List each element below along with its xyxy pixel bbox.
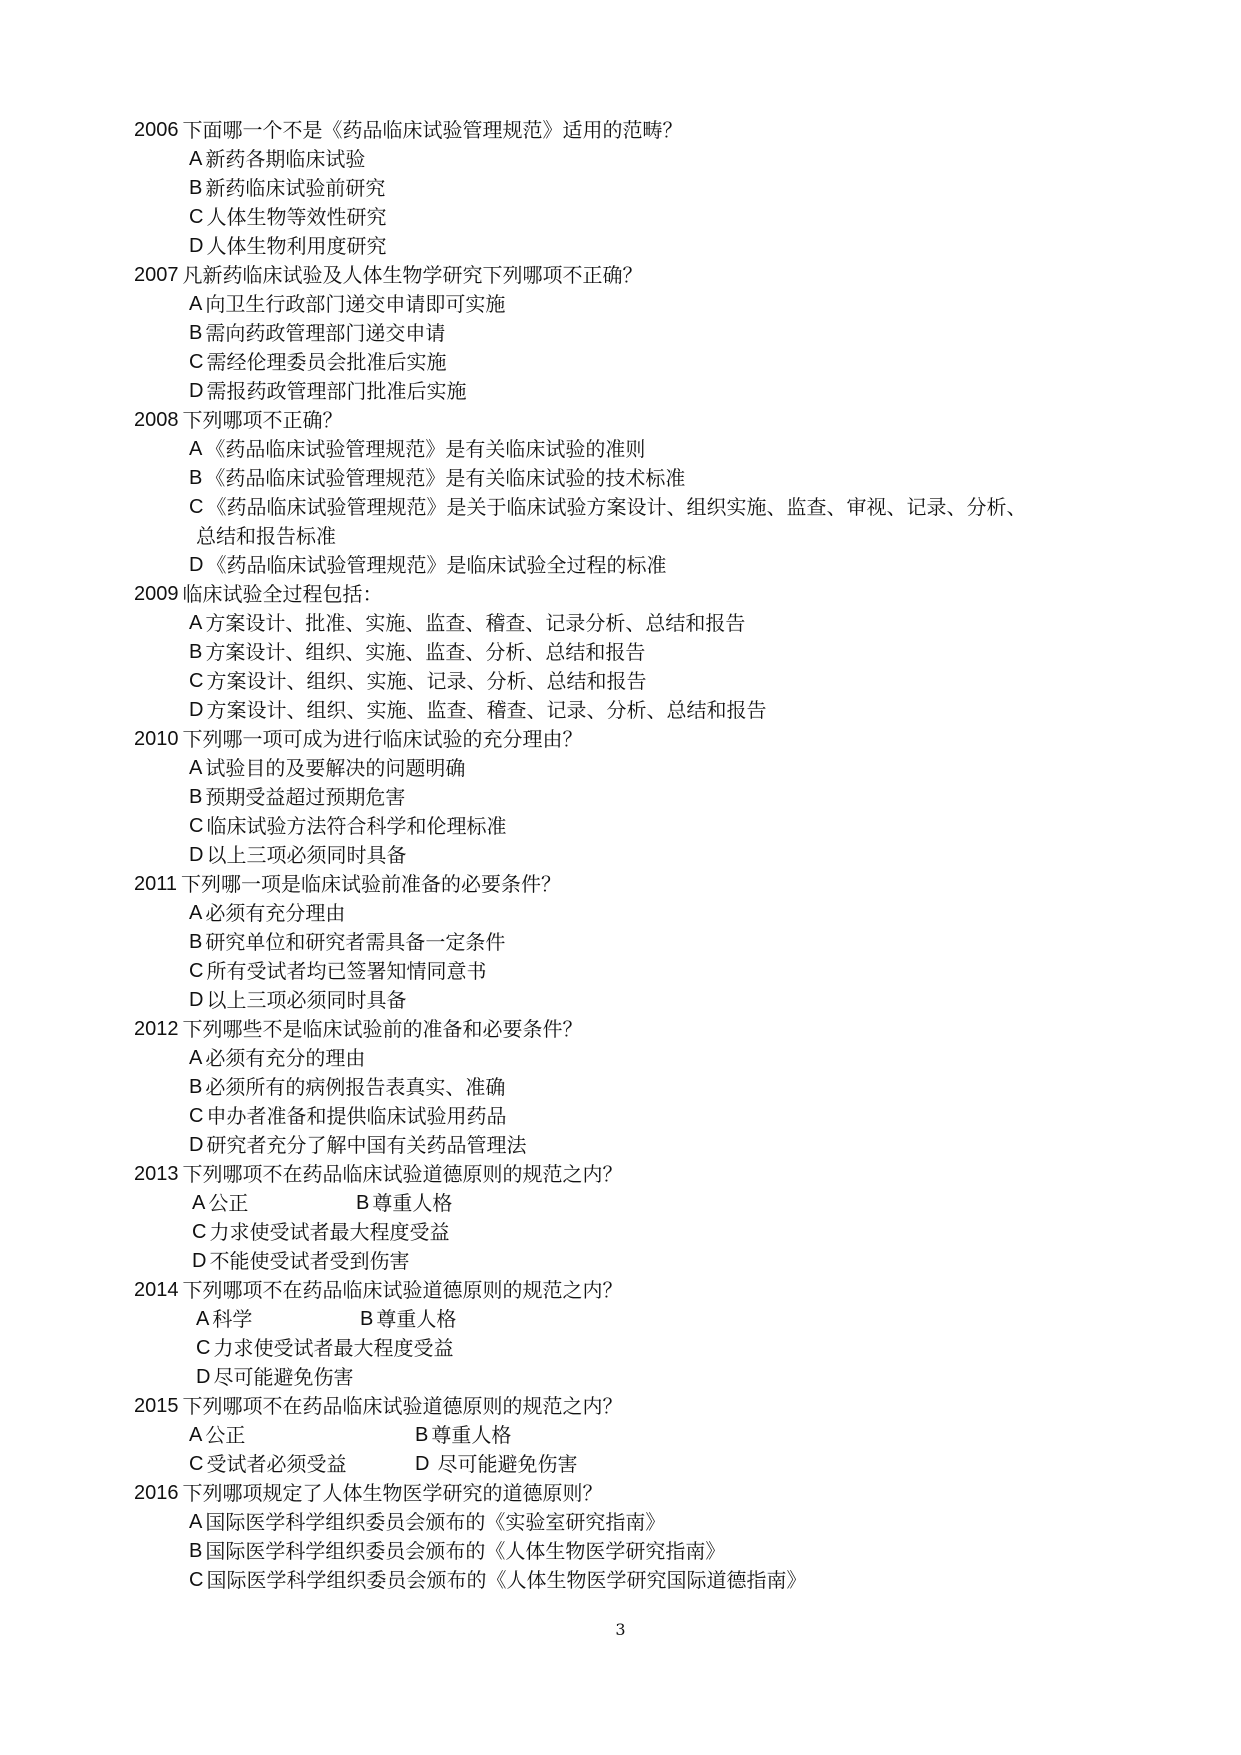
option-text: 尊重人格 xyxy=(431,1423,512,1447)
question-text: 下列哪一项可成为进行临床试验的充分理由？ xyxy=(182,727,583,751)
option-letter: A xyxy=(189,612,203,634)
option-line xyxy=(134,1363,1134,1392)
question-line xyxy=(134,1160,1134,1189)
option-text: 临床试验方法符合科学和伦理标准 xyxy=(206,814,507,838)
option-text: 新药各期临床试验 xyxy=(205,147,366,171)
question-text: 下列哪项不在药品临床试验道德原则的规范之内？ xyxy=(182,1278,623,1302)
question-list xyxy=(134,116,1134,1595)
option-letter: B xyxy=(189,177,203,199)
question-line xyxy=(134,870,1134,899)
option-cell xyxy=(189,1450,415,1479)
option-letter: C xyxy=(189,1453,204,1475)
option-letter: C xyxy=(189,670,204,692)
option-line xyxy=(134,812,1134,841)
option-cell xyxy=(189,1421,415,1450)
question-text: 下列哪些不是临床试验前的准备和必要条件？ xyxy=(182,1017,583,1041)
option-line xyxy=(134,1334,1134,1363)
option-pair-line xyxy=(134,1421,1134,1450)
option-line xyxy=(134,493,1134,522)
question-number: 2015 xyxy=(134,1395,179,1417)
option-letter: C xyxy=(189,960,204,982)
option-line xyxy=(134,435,1134,464)
option-text: 《药品临床试验管理规范》是关于临床试验方案设计、组织实施、监查、审视、记录、分析、 xyxy=(206,495,1027,519)
option-text: 《药品临床试验管理规范》是有关临床试验的技术标准 xyxy=(205,466,686,490)
option-text: 需报药政管理部门批准后实施 xyxy=(206,379,467,403)
option-line xyxy=(134,145,1134,174)
option-pair-line xyxy=(134,1189,1134,1218)
option-line xyxy=(134,1566,1134,1595)
option-text: 研究单位和研究者需具备一定条件 xyxy=(205,930,506,954)
option-text: 科学 xyxy=(212,1307,253,1331)
option-letter: A xyxy=(196,1308,210,1330)
option-text: 人体生物等效性研究 xyxy=(206,205,387,229)
option-line xyxy=(134,696,1134,725)
option-letter: C xyxy=(196,1337,211,1359)
option-line xyxy=(134,841,1134,870)
option-line xyxy=(134,928,1134,957)
question-number: 2011 xyxy=(134,873,178,895)
option-text: 必须有充分的理由 xyxy=(205,1046,366,1070)
option-text: 必须所有的病例报告表真实、准确 xyxy=(205,1075,506,1099)
option-line xyxy=(134,232,1134,261)
option-letter: C xyxy=(189,1105,204,1127)
option-text: 试验目的及要解决的问题明确 xyxy=(205,756,466,780)
option-letter: A xyxy=(189,293,203,315)
option-text: 新药临床试验前研究 xyxy=(205,176,386,200)
option-line xyxy=(134,1073,1134,1102)
option-line xyxy=(134,1131,1134,1160)
option-line xyxy=(134,464,1134,493)
question-number: 2008 xyxy=(134,409,179,431)
question-number: 2016 xyxy=(134,1482,179,1504)
option-letter: B xyxy=(415,1424,429,1446)
option-cell xyxy=(356,1189,452,1218)
option-text: 方案设计、组织、实施、记录、分析、总结和报告 xyxy=(206,669,647,693)
option-letter: B xyxy=(189,931,203,953)
option-line xyxy=(134,899,1134,928)
option-line xyxy=(134,1102,1134,1131)
option-cell xyxy=(196,1305,360,1334)
question-text: 临床试验全过程包括： xyxy=(182,582,383,606)
option-line xyxy=(134,1508,1134,1537)
option-line xyxy=(134,986,1134,1015)
option-text: 国际医学科学组织委员会颁布的《人体生物医学研究国际道德指南》 xyxy=(206,1568,807,1592)
option-letter: A xyxy=(189,148,203,170)
option-letter: C xyxy=(189,1569,204,1591)
option-text: 需经伦理委员会批准后实施 xyxy=(206,350,447,374)
question-line xyxy=(134,406,1134,435)
option-cell xyxy=(192,1189,356,1218)
option-letter: B xyxy=(360,1308,374,1330)
option-text: 方案设计、组织、实施、监查、分析、总结和报告 xyxy=(205,640,646,664)
option-letter: D xyxy=(189,699,204,721)
option-letter: D xyxy=(196,1366,211,1388)
option-line xyxy=(134,348,1134,377)
option-line xyxy=(134,174,1134,203)
option-text: 国际医学科学组织委员会颁布的《实验室研究指南》 xyxy=(205,1510,666,1534)
option-text: 力求使受试者最大程度受益 xyxy=(209,1220,450,1244)
option-text: 公正 xyxy=(208,1191,249,1215)
option-pair-line xyxy=(134,1450,1134,1479)
option-cell xyxy=(415,1450,577,1479)
question-line xyxy=(134,1015,1134,1044)
option-text: 尽可能避免伤害 xyxy=(437,1452,578,1476)
option-line xyxy=(134,609,1134,638)
option-line xyxy=(134,551,1134,580)
option-text: 方案设计、组织、实施、监查、稽查、记录、分析、总结和报告 xyxy=(206,698,767,722)
option-line xyxy=(134,754,1134,783)
option-letter: A xyxy=(189,902,203,924)
option-text: 国际医学科学组织委员会颁布的《人体生物医学研究指南》 xyxy=(205,1539,726,1563)
option-letter: B xyxy=(189,467,203,489)
option-letter: B xyxy=(356,1192,370,1214)
option-line xyxy=(134,638,1134,667)
option-text: 预期受益超过预期危害 xyxy=(205,785,406,809)
option-letter: B xyxy=(189,322,203,344)
option-letter: D xyxy=(189,235,204,257)
question-line xyxy=(134,1276,1134,1305)
question-line xyxy=(134,725,1134,754)
question-number: 2007 xyxy=(134,264,179,286)
option-text: 向卫生行政部门递交申请即可实施 xyxy=(205,292,506,316)
option-letter: C xyxy=(189,206,204,228)
option-line xyxy=(134,290,1134,319)
question-text: 凡新药临床试验及人体生物学研究下列哪项不正确？ xyxy=(182,263,643,287)
option-letter: B xyxy=(189,641,203,663)
option-letter: A xyxy=(189,1047,203,1069)
option-cell xyxy=(415,1421,511,1450)
option-letter: D xyxy=(415,1453,430,1475)
question-line xyxy=(134,1392,1134,1421)
option-line xyxy=(134,957,1134,986)
option-letter: B xyxy=(189,1076,203,1098)
question-text: 下列哪项不正确？ xyxy=(182,408,343,432)
option-text: 尊重人格 xyxy=(376,1307,457,1331)
option-letter: A xyxy=(189,438,203,460)
question-line xyxy=(134,1479,1134,1508)
option-line xyxy=(134,783,1134,812)
question-number: 2006 xyxy=(134,119,179,141)
question-text: 下列哪项规定了人体生物医学研究的道德原则？ xyxy=(182,1481,603,1505)
option-letter: D xyxy=(189,844,204,866)
option-letter: A xyxy=(189,1424,203,1446)
option-letter: D xyxy=(189,554,204,576)
option-line xyxy=(134,667,1134,696)
option-letter: C xyxy=(192,1221,207,1243)
question-line xyxy=(134,116,1134,145)
question-number: 2009 xyxy=(134,583,179,605)
option-line xyxy=(134,1044,1134,1073)
option-letter: D xyxy=(192,1250,207,1272)
option-letter: C xyxy=(189,496,204,518)
page-number: 3 xyxy=(615,1620,626,1639)
option-pair-line xyxy=(134,1305,1134,1334)
option-line xyxy=(134,203,1134,232)
option-line xyxy=(134,1247,1134,1276)
option-text: 研究者充分了解中国有关药品管理法 xyxy=(206,1133,527,1157)
option-text: 必须有充分理由 xyxy=(205,901,346,925)
option-line xyxy=(134,377,1134,406)
option-text: 以上三项必须同时具备 xyxy=(206,988,407,1012)
option-text: 人体生物利用度研究 xyxy=(206,234,387,258)
option-continuation-line xyxy=(134,522,1134,551)
option-cell xyxy=(360,1305,456,1334)
option-letter: A xyxy=(192,1192,206,1214)
option-text: 尽可能避免伤害 xyxy=(213,1365,354,1389)
option-letter: D xyxy=(189,989,204,1011)
option-text: 公正 xyxy=(205,1423,246,1447)
option-letter: D xyxy=(189,380,204,402)
option-text: 所有受试者均已签署知情同意书 xyxy=(206,959,487,983)
question-number: 2012 xyxy=(134,1018,179,1040)
question-text: 下列哪项不在药品临床试验道德原则的规范之内？ xyxy=(182,1162,623,1186)
option-letter: B xyxy=(189,1540,203,1562)
option-continuation-text: 总结和报告标准 xyxy=(196,524,336,548)
option-text: 受试者必须受益 xyxy=(206,1452,347,1476)
option-line xyxy=(134,1537,1134,1566)
question-text: 下列哪一项是临床试验前准备的必要条件？ xyxy=(181,872,562,896)
option-text: 方案设计、批准、实施、监查、稽查、记录分析、总结和报告 xyxy=(205,611,746,635)
option-letter: C xyxy=(189,351,204,373)
option-letter: B xyxy=(189,786,203,808)
question-line xyxy=(134,261,1134,290)
option-letter: C xyxy=(189,815,204,837)
option-text: 《药品临床试验管理规范》是临床试验全过程的标准 xyxy=(206,553,667,577)
option-line xyxy=(134,1218,1134,1247)
question-line xyxy=(134,580,1134,609)
option-text: 不能使受试者受到伤害 xyxy=(209,1249,410,1273)
option-text: 以上三项必须同时具备 xyxy=(206,843,407,867)
question-number: 2013 xyxy=(134,1163,179,1185)
option-line xyxy=(134,319,1134,348)
option-letter: A xyxy=(189,757,203,779)
option-letter: A xyxy=(189,1511,203,1533)
question-number: 2014 xyxy=(134,1279,179,1301)
question-text: 下列哪项不在药品临床试验道德原则的规范之内？ xyxy=(182,1394,623,1418)
option-text: 需向药政管理部门递交申请 xyxy=(205,321,446,345)
option-text: 《药品临床试验管理规范》是有关临床试验的准则 xyxy=(205,437,646,461)
option-text: 申办者准备和提供临床试验用药品 xyxy=(206,1104,507,1128)
option-text: 力求使受试者最大程度受益 xyxy=(213,1336,454,1360)
option-letter: D xyxy=(189,1134,204,1156)
question-text: 下面哪一个不是《药品临床试验管理规范》适用的范畴？ xyxy=(182,118,683,142)
question-number: 2010 xyxy=(134,728,179,750)
option-text: 尊重人格 xyxy=(372,1191,453,1215)
